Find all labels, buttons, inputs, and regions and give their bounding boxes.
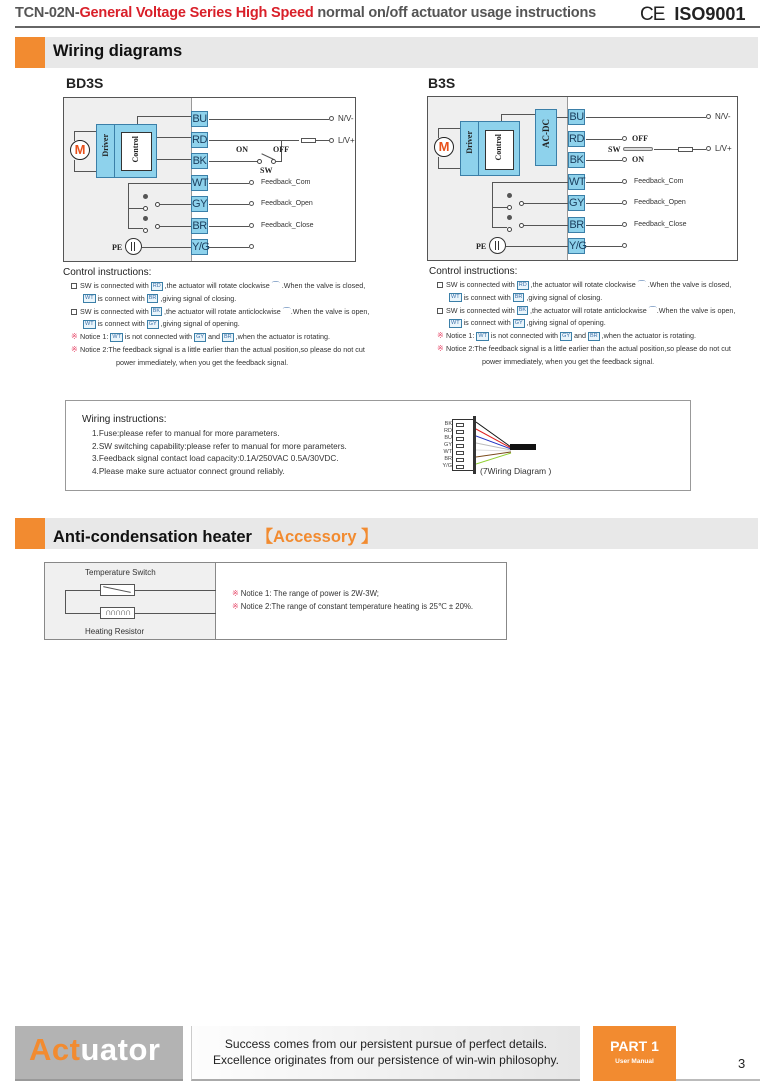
cable-icon [510, 444, 536, 450]
connector-pin [456, 458, 464, 462]
switch-contact [507, 227, 512, 232]
internal-wire [492, 182, 493, 227]
text: SW is connected with [446, 280, 517, 289]
internal-wire [492, 227, 507, 228]
notice-text: Notice 2:The range of constant temperature heating is 25℃ ± 20%. [240, 601, 474, 611]
notice-row [71, 344, 369, 357]
connector-pin [456, 444, 464, 448]
tag-gy: GY [148, 320, 157, 327]
terminal-endpoint [622, 179, 627, 184]
tag-wt: WT [478, 332, 487, 339]
connector-pin [456, 451, 464, 455]
text: is connect with [461, 318, 513, 328]
terminal-gy: GY [192, 198, 207, 210]
motor-wire [74, 171, 96, 172]
instruction-row [71, 306, 369, 319]
instruction-row [71, 280, 369, 293]
text: ,giving signal of opening. [524, 318, 606, 328]
terminal-br: BR [569, 219, 584, 231]
brand-wordmark [29, 1032, 160, 1068]
text: Notice 2:The feedback signal is a little earlier than the actual position,so please do not cut [446, 343, 731, 353]
terminal-endpoint [249, 201, 254, 206]
label-pe: PE [476, 242, 487, 251]
notice-row [437, 330, 735, 343]
wiring-instruction-item: 2.SW switching capability:please refer to manual for more parameters. [92, 441, 347, 451]
switch-contact [143, 216, 148, 221]
instruction-row [437, 292, 735, 305]
wire-br [586, 225, 622, 226]
text: SW is connected with [80, 281, 151, 290]
wiring-diagram-b3s [427, 96, 738, 261]
text: ,giving signal of closing. [524, 292, 603, 302]
label-sw: SW [260, 166, 273, 175]
connector-pin [456, 423, 464, 427]
title-description: normal on/off actuator usage instructions [313, 5, 596, 21]
text: Notice 2:The feedback signal is a little earlier than the actual position,so please do not cut [80, 344, 365, 354]
ce-mark-icon: CE [640, 4, 665, 25]
internal-wire [160, 226, 191, 227]
heater-notice-1 [232, 588, 473, 601]
tag-br: BR [148, 295, 157, 302]
motor-wire [438, 128, 439, 138]
part-sublabel: User Manual [615, 1058, 654, 1065]
anticlockwise-arrow-icon: ⌒ [648, 305, 657, 315]
terminal-endpoint [706, 146, 711, 151]
text: power immediately, when you get the feedback signal. [482, 356, 655, 366]
heater-notices [232, 588, 473, 613]
wire-yg [586, 246, 622, 247]
tag-br: BR [224, 333, 232, 340]
tag-br: BR [514, 294, 523, 301]
tag-br: BR [590, 332, 598, 339]
notice-row [71, 357, 369, 370]
pin-label: RD [444, 428, 452, 434]
footer-logo [15, 1026, 183, 1081]
terminal-bk: BK [569, 154, 584, 166]
label-feedback-open: Feedback_Open [634, 199, 686, 206]
wire-l [693, 149, 706, 150]
header-divider [15, 26, 760, 28]
notice-mark-icon: ※ [71, 332, 78, 342]
heating-resistor-label: Heating Resistor [85, 627, 145, 636]
clockwise-arrow-icon: ⌒ [637, 280, 646, 289]
footer-divider [676, 1079, 760, 1081]
wiring-diagram-bd3s [63, 97, 356, 262]
wire-wt [586, 182, 622, 183]
notice-row [437, 343, 735, 356]
clockwise-arrow-icon: ⌒ [271, 281, 280, 290]
internal-wire [128, 183, 129, 228]
wire-yg [209, 247, 249, 248]
label-feedback-close: Feedback_Close [634, 221, 687, 228]
tag-gy: GY [514, 319, 523, 326]
checkbox-icon [71, 309, 77, 315]
anticlockwise-arrow-icon: ⌒ [282, 306, 291, 316]
certifications [640, 4, 745, 26]
terminal-endpoint [622, 200, 627, 205]
fuse-icon [678, 147, 693, 152]
terminal-endpoint [622, 157, 627, 162]
internal-wire [506, 246, 568, 247]
terminal-bu: BU [192, 113, 207, 125]
control-instructions-title: Control instructions: [429, 266, 518, 277]
tag-rd: RD [518, 281, 527, 288]
notice-mark-icon: ※ [437, 343, 444, 353]
motor-icon: M [434, 137, 454, 157]
label-on: ON [632, 155, 644, 164]
notice-text: Notice 1: The range of power is 2W-3W; [240, 589, 379, 598]
heater-wire [65, 590, 66, 613]
section-title-wiring: Wiring diagrams [53, 42, 183, 60]
motor-icon: M [70, 140, 90, 160]
connector-pin [456, 465, 464, 469]
wiring-instruction-item: 4.Please make sure actuator connect ground reliably. [92, 466, 285, 476]
brand-accent: Act [29, 1032, 81, 1067]
text: .When the valve is closed, [645, 280, 732, 289]
terminal-endpoint [329, 116, 334, 121]
internal-wire [501, 114, 535, 115]
text: ,the actuator will rotate clockwise [528, 280, 638, 289]
tag-bk: BK [152, 308, 161, 315]
internal-wire [157, 137, 192, 138]
tag-wt: WT [85, 320, 94, 327]
text: ,the actuator will rotate anticlockwise [162, 306, 283, 316]
switch-contact [143, 206, 148, 211]
pin-label: GY [444, 442, 452, 448]
selector-switch-icon [623, 147, 653, 151]
switch-contact [507, 205, 512, 210]
wire-bk [586, 160, 622, 161]
tag-gy: GY [196, 333, 205, 340]
terminal-br: BR [192, 220, 207, 232]
internal-wire [128, 228, 143, 229]
section-tab-marker [15, 37, 45, 68]
heater-diagram [45, 563, 216, 639]
section-bar-wiring [15, 37, 758, 68]
tag-rd: RD [152, 282, 161, 289]
connector-pin [456, 437, 464, 441]
slogan-line-1: Success comes from our persistent pursue of perfect details. [224, 1037, 548, 1051]
notice-mark-icon: ※ [437, 331, 444, 341]
notice-mark-icon: ※ [71, 344, 78, 354]
label-off: OFF [632, 134, 648, 143]
tag-wt: WT [112, 333, 121, 340]
instruction-row [437, 279, 735, 292]
label-n: N/V- [715, 112, 731, 121]
heater-wire [135, 590, 216, 591]
acdc-label: AC-DC [541, 119, 551, 148]
wire-wt [209, 183, 249, 184]
pin-label: Y/G [442, 463, 452, 469]
text: is connect with [95, 293, 147, 303]
connector-icon [452, 419, 474, 471]
motor-wire [74, 131, 96, 132]
text: ,giving signal of opening. [158, 319, 240, 329]
connector-pin-labels [440, 421, 452, 470]
pin-label: BK [444, 421, 452, 427]
label-feedback-open: Feedback_Open [261, 200, 313, 207]
terminal-wt: WT [569, 176, 586, 188]
terminal-rd: RD [569, 133, 584, 145]
pin-label: WT [443, 449, 452, 455]
terminal-gy: GY [569, 197, 584, 209]
label-off: OFF [273, 145, 289, 154]
instruction-row [71, 293, 369, 306]
motor-wire [438, 157, 439, 168]
wire-sw [276, 161, 282, 162]
notice-row [71, 331, 369, 344]
instruction-row [437, 317, 735, 330]
terminal-endpoint [622, 243, 627, 248]
terminal-endpoint [622, 222, 627, 227]
motor-wire [438, 128, 460, 129]
control-label: Control [131, 136, 140, 163]
control-label: Control [494, 134, 503, 161]
connector-pin [456, 430, 464, 434]
title-model: TCN-02N- [15, 5, 80, 21]
text: power immediately, when you get the feedback signal. [116, 357, 289, 367]
terminal-bk: BK [192, 155, 207, 167]
section-bar-heater [15, 518, 758, 549]
divider [478, 121, 479, 176]
terminal-rd: RD [192, 134, 207, 146]
label-sw: SW [608, 145, 621, 154]
text: is connect with [95, 319, 147, 329]
terminal-endpoint [249, 223, 254, 228]
temperature-switch-label: Temperature Switch [85, 568, 156, 577]
text: .When the valve is open, [656, 305, 736, 315]
model-title-b3s: B3S [428, 75, 456, 91]
divider [114, 124, 115, 178]
slogan-line-2: Excellence originates from our persistence of win-win philosophy. [213, 1053, 559, 1067]
label-l: L/V+ [338, 136, 355, 145]
text: ,giving signal of closing. [158, 293, 237, 303]
switch-contact [507, 215, 512, 220]
tag-bk: BK [518, 307, 527, 314]
brand-rest: uator [80, 1032, 161, 1067]
notice-row [437, 356, 735, 369]
wiring-instructions-box [65, 400, 691, 491]
motor-wire [438, 168, 460, 169]
text: and [206, 332, 223, 342]
title-series: General Voltage Series High Speed [79, 5, 314, 21]
connector-caption: (7Wiring Diagram ) [480, 466, 552, 476]
switch-lever [261, 153, 273, 159]
control-instructions-list [437, 279, 735, 369]
heater-title: Anti-condensation heater [53, 528, 252, 546]
motor-wire [74, 131, 75, 141]
text: ,the actuator will rotate clockwise [162, 281, 272, 290]
internal-wire [524, 203, 568, 204]
terminal-yg: Y/G [569, 240, 587, 252]
label-l: L/V+ [715, 144, 732, 153]
label-feedback-com: Feedback_Com [261, 179, 311, 186]
text: ,when the actuator is rotating. [599, 331, 696, 341]
page-number: 3 [738, 1056, 746, 1071]
pin-label: BR [444, 456, 452, 462]
terminal-endpoint [249, 180, 254, 185]
motor-wire [74, 160, 75, 171]
instruction-row [71, 318, 369, 331]
fuse-icon [301, 138, 316, 143]
tag-wt: WT [451, 319, 460, 326]
control-instructions-title: Control instructions: [63, 267, 152, 278]
section-tab-marker [15, 518, 45, 549]
wire-bu [586, 117, 706, 118]
notice-mark-icon: ※ [232, 601, 239, 611]
text: .When the valve is open, [290, 306, 370, 316]
ground-icon [489, 237, 506, 254]
checkbox-icon [437, 308, 443, 314]
internal-wire [137, 116, 138, 124]
text: SW is connected with [80, 306, 151, 316]
internal-wire [524, 225, 568, 226]
wire-rd [209, 140, 299, 141]
label-feedback-close: Feedback_Close [261, 222, 314, 229]
wire-rd [586, 139, 622, 140]
label-n: N/V- [338, 114, 354, 123]
part-label: PART 1 [610, 1038, 659, 1054]
internal-wire [501, 114, 502, 121]
label-on: ON [236, 145, 248, 154]
text: is not connected with [122, 332, 195, 342]
text: Notice 1: [80, 332, 111, 342]
wire-l [654, 149, 678, 150]
text: ,the actuator will rotate anticlockwise [528, 305, 649, 315]
wire-bu [209, 119, 329, 120]
heater-notice-2 [232, 601, 473, 614]
internal-wire [128, 208, 143, 209]
internal-wire [128, 183, 191, 184]
switch-contact [143, 228, 148, 233]
iso-label: ISO9001 [674, 4, 746, 24]
internal-wire [137, 116, 192, 117]
terminal-bu: BU [569, 111, 584, 123]
driver-label: Driver [465, 131, 474, 154]
text: is not connected with [488, 331, 561, 341]
internal-wire [157, 159, 192, 160]
tag-wt: WT [451, 294, 460, 301]
heater-wire [65, 613, 100, 614]
wire-br [209, 226, 249, 227]
heater-wire [135, 613, 216, 614]
section-title-heater [53, 523, 378, 547]
tag-wt: WT [85, 295, 94, 302]
control-instructions-list [71, 280, 369, 370]
terminal-yg: Y/G [192, 241, 210, 253]
label-pe: PE [112, 243, 123, 252]
document-title [15, 5, 596, 21]
text: .When the valve is closed, [279, 281, 366, 290]
heater-table [44, 562, 507, 640]
text: and [572, 331, 589, 341]
instruction-row [437, 305, 735, 318]
heater-wire [65, 590, 100, 591]
text: Notice 1: [446, 331, 477, 341]
internal-wire [492, 182, 568, 183]
label-feedback-com: Feedback_Com [634, 178, 684, 185]
switch-contact [507, 193, 512, 198]
pin-label: BU [444, 435, 452, 441]
terminal-endpoint [622, 136, 627, 141]
driver-label: Driver [101, 134, 110, 157]
internal-wire [160, 204, 191, 205]
checkbox-icon [71, 283, 77, 289]
internal-wire [142, 247, 191, 248]
wiring-instructions-title: Wiring instructions: [82, 414, 167, 425]
text: is connect with [461, 292, 513, 302]
internal-wire [492, 207, 507, 208]
wiring-instruction-item: 1.Fuse:please refer to manual for more parameters. [92, 429, 280, 438]
wire-gy [586, 203, 622, 204]
terminal-endpoint [329, 138, 334, 143]
terminal-wt: WT [192, 177, 209, 189]
model-title-bd3s: BD3S [66, 75, 104, 91]
wiring-instruction-item: 3.Feedback signal contact load capacity:0.1A/250VAC 0.5A/30VDC. [92, 454, 339, 463]
footer-part-badge [593, 1026, 676, 1081]
switch-contact [143, 194, 148, 199]
heating-resistor-icon: ∩∩∩∩∩ [100, 607, 135, 619]
ground-icon [125, 238, 142, 255]
footer-slogan [191, 1026, 580, 1081]
wire-rd [316, 140, 329, 141]
wire-gy [209, 204, 249, 205]
wiring-instructions-list [92, 428, 347, 478]
terminal-endpoint [249, 244, 254, 249]
actuator-internal-area [64, 98, 192, 261]
notice-mark-icon: ※ [232, 589, 239, 598]
accessory-label: 【Accessory 】 [256, 528, 378, 546]
switch-contact [257, 159, 262, 164]
terminal-endpoint [706, 114, 711, 119]
tag-gy: GY [562, 332, 571, 339]
checkbox-icon [437, 282, 443, 288]
text: ,when the actuator is rotating. [233, 332, 330, 342]
text: SW is connected with [446, 305, 517, 315]
wire-bk [209, 161, 259, 162]
